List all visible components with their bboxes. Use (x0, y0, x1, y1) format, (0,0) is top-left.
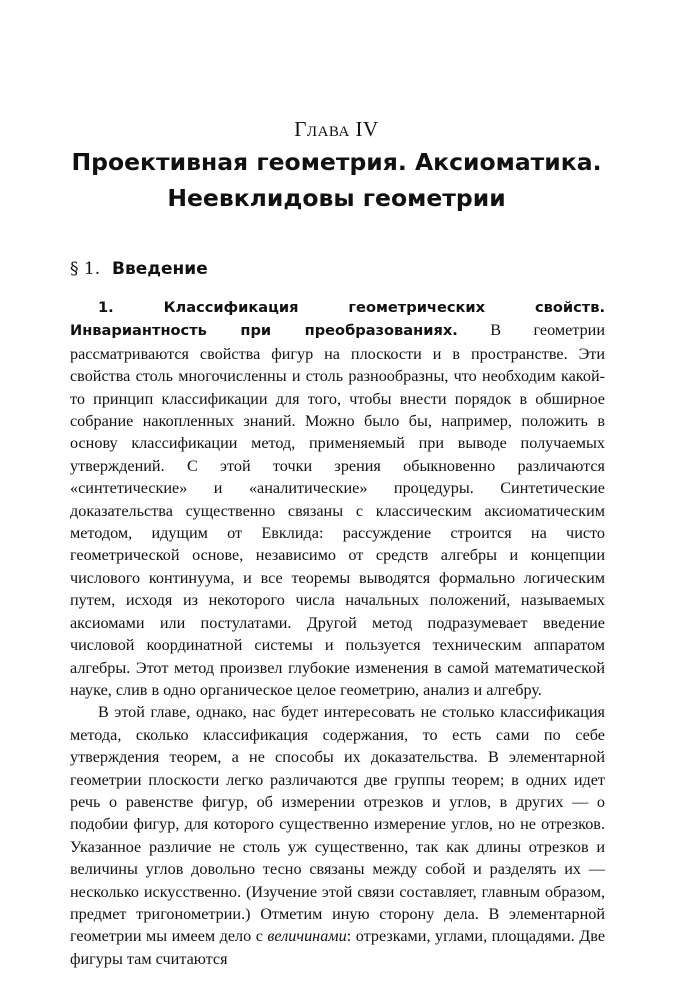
chapter-label: Глава IV (294, 117, 379, 141)
paragraph-1 (70, 296, 605, 701)
section-number: § 1. (70, 259, 101, 279)
paragraph-2 (70, 701, 605, 970)
chapter-title-line-1: Проективная геометрия. Аксиоматика. (71, 148, 602, 176)
chapter-title (0, 144, 673, 216)
section-heading (70, 259, 208, 279)
paragraph-2-italic-term: величинами (267, 927, 347, 946)
paragraph-1-text: В геометрии рассматриваются свойства фигур на плоскости и в пространстве. Эти свойства столь многочисленны и столь разнообразны, что необходим какой-то принцип классификации для того, чтобы внести порядок в обширное собрание накопленных знаний. Можно было бы, например, положить в основу классификации метод, применяемый при выводе получаемых утверждений. С этой точки зрения обыкновенно различаются «синтетические» и «аналитические» процедуры. Синтетические доказательства существенно связаны с классическим аксиоматическим методом, идущим от Евклида: рассуждение строится на чисто геометрической основе, независимо от средств алгебры и концепции числового континуума, и все теоремы выводятся формально логическим путем, исходя из некоторого числа начальных положений, называемых аксиомами или постулатами. Другой метод подразумевает введение числовой координатной системы и пользуется техническим аппаратом алгебры. Этот метод произвел глубокие изменения в самой математической науке, слив в одно органическое целое геометрию, анализ и алгебру. (70, 321, 605, 699)
chapter-title-line-2: Неевклидовы геометрии (167, 184, 506, 212)
body-text (70, 296, 605, 970)
paragraph-1-subheading: 1. Классификация геометрических свойств. Инвариантность при преобразованиях. (70, 299, 605, 340)
section-title: Введение (112, 259, 208, 279)
paragraph-2-text-end: : отрезками, углами, площадями. Две фигуры там считаются (70, 927, 605, 968)
paragraph-2-text: В этой главе, однако, нас будет интересовать не столько классификация метода, сколько классификация содержания, то есть сами по себе утверждения теорем, а не способы их доказательства. В элементарной геометрии плоскости легко различаются две группы теорем; в одних идет речь о равенстве фигур, об измерении отрезков и углов, в других — о подобии фигур, для которого существенно измерение углов, но не отрезков. Указанное различие не столь уж существенно, так как длины отрезков и величины углов довольно тесно связаны между собой и разделять их — несколько искусственно. (Изучение этой связи составляет, главным образом, предмет тригонометрии.) Отметим иную сторону дела. В элементарной геометрии мы имеем дело с (70, 703, 605, 946)
